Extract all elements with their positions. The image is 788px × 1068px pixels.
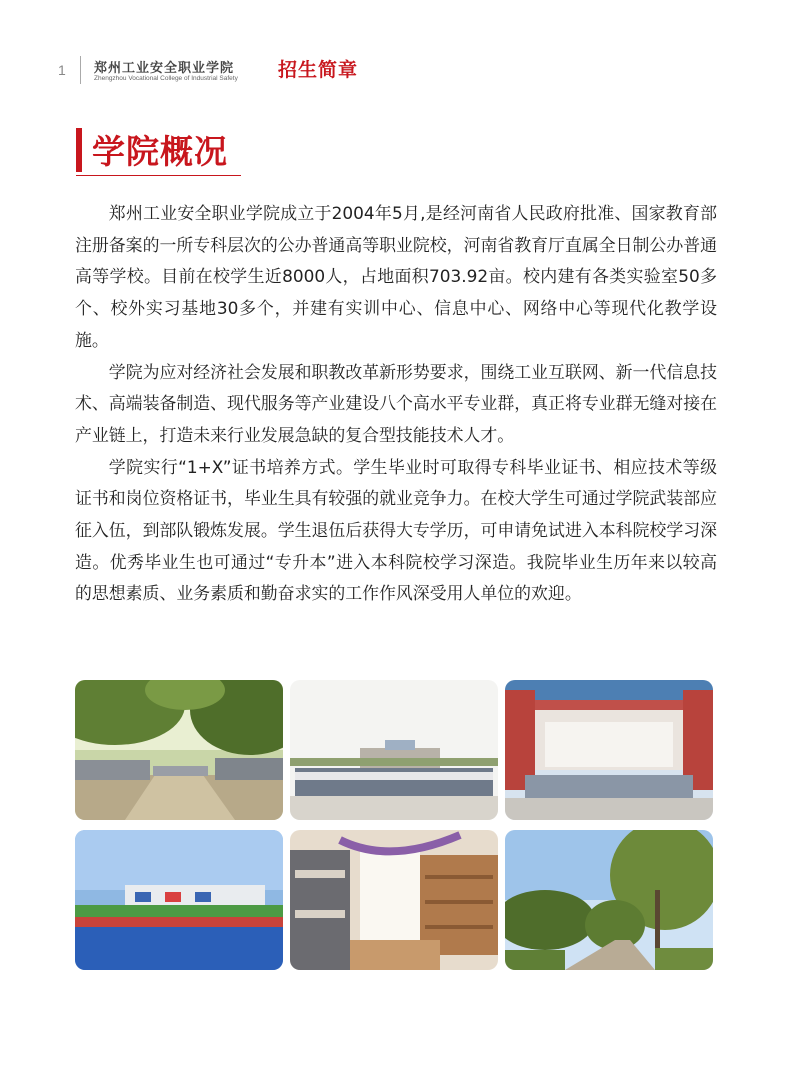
paragraph-certificates: 学院实行“1+X”证书培养方式。学生毕业时可取得专科毕业证书、相应技术等级证书和岗位资格证书，毕业生具有较强的就业竞争力。在校大学生可通过学院武装部应征入伍，到部队锻炼发展。学生退伍后获得大专学历，可申请免试进入本科院校学习深造。优秀毕业生也可通过“专升本”进入本科院校学习深造。我院毕业生历年来以较高的思想素质、业务素质和勤奋求实的工作作风深受用人单位的欢迎。 — [75, 456, 717, 604]
photo-tree-road-students — [75, 680, 283, 820]
section-heading — [76, 126, 246, 176]
photo-gallery — [75, 680, 713, 972]
section-title: 学院概况 — [92, 132, 228, 171]
photo-stadium-track — [75, 830, 283, 970]
page-number: 1 — [58, 62, 66, 78]
paragraph-majors: 学院为应对经济社会发展和职教改革新形势要求，围绕工业互联网、新一代信息技术、高端装备制造、现代服务等产业建设八个高水平专业群，真正将专业群无缝对接在产业链上，打造未来行业发展急缺的复合型技能技术人才。 — [75, 361, 717, 445]
photo-campus-gate-group — [505, 680, 713, 820]
title-accent-bar — [76, 128, 82, 172]
photo-dormitory — [290, 830, 498, 970]
photo-group-building — [290, 680, 498, 820]
school-name-en: Zhengzhou Vocational College of Industrial Safety — [94, 75, 238, 82]
photo-willow-road — [505, 830, 713, 970]
body-text — [75, 198, 717, 610]
page-header — [58, 52, 558, 92]
header-divider — [80, 56, 81, 84]
school-name-cn: 郑州工业安全职业学院 — [94, 61, 235, 76]
brochure-title: 招生简章 — [278, 59, 359, 81]
paragraph-intro: 郑州工业安全职业学院成立于2004年5月,是经河南省人民政府批准、国家教育部注册备案的一所专科层次的公办普通高等职业院校，河南省教育厅直属全日制公办普通高等学校。目前在校学生近8000人，占地面积703.92亩。校内建有各类实验室50多个、校外实习基地30多个，并建有实训中心、信息中心、网络中心等现代化教学设施。 — [75, 203, 717, 350]
title-underline — [76, 175, 241, 176]
